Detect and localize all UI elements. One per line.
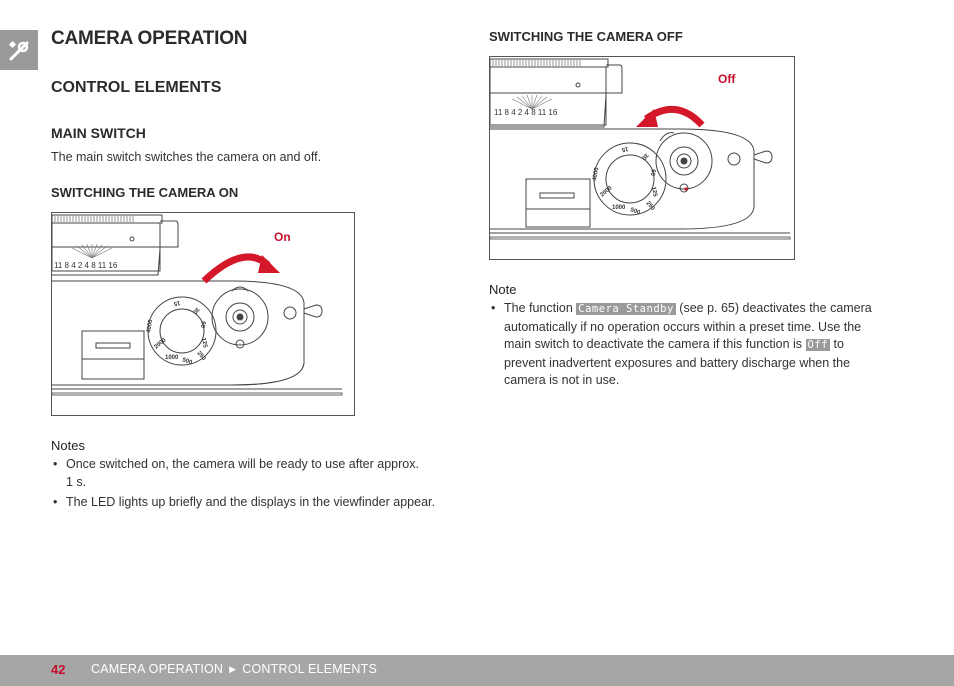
svg-text:15: 15 xyxy=(621,145,629,153)
bullet-icon: • xyxy=(491,301,496,315)
svg-text:125: 125 xyxy=(200,337,208,349)
svg-text:30: 30 xyxy=(640,151,650,161)
svg-text:4000: 4000 xyxy=(592,167,601,182)
switch-off-label: Off xyxy=(718,72,736,86)
svg-text:60: 60 xyxy=(648,168,656,177)
svg-text:2000: 2000 xyxy=(599,185,614,199)
svg-text:30: 30 xyxy=(191,305,201,315)
switch-on-figure xyxy=(51,212,355,416)
tools-icon xyxy=(8,40,30,62)
switch-on-heading: SWITCHING THE CAMERA ON xyxy=(51,185,239,200)
bullet-icon: • xyxy=(53,457,58,471)
bullet-icon: • xyxy=(53,495,58,509)
intro-text: The main switch switches the camera on and off. xyxy=(51,150,322,164)
svg-text:250: 250 xyxy=(644,200,656,212)
menu-term-off: Off xyxy=(807,339,829,351)
notes-title: Notes xyxy=(51,438,85,453)
section-title: CONTROL ELEMENTS xyxy=(51,79,222,96)
focus-scale-label: 11 8 4 2 4 8 11 16 xyxy=(494,108,558,117)
triangle-right-icon: ▶ xyxy=(229,664,237,674)
switch-off-heading: SWITCHING THE CAMERA OFF xyxy=(489,29,683,44)
list-item: • The LED lights up briefly and the displays in the viewfinder appear. xyxy=(51,494,471,512)
svg-text:1000: 1000 xyxy=(612,205,626,211)
switch-off-figure xyxy=(489,56,795,260)
chapter-tab xyxy=(0,30,38,70)
svg-text:1000: 1000 xyxy=(165,355,179,361)
notes-list xyxy=(51,456,471,512)
breadcrumb-item-camera-operation[interactable]: CAMERA OPERATION xyxy=(91,662,224,676)
svg-text:4000: 4000 xyxy=(146,319,155,334)
footer-bar xyxy=(0,655,954,686)
page-number: 42 xyxy=(51,662,66,677)
breadcrumb xyxy=(91,662,377,676)
svg-text:500: 500 xyxy=(629,207,641,217)
note-title: Note xyxy=(489,282,517,297)
svg-text:2000: 2000 xyxy=(153,337,168,351)
list-item: • Once switched on, the camera will be ready to use after approx. 1 s. xyxy=(53,457,419,489)
svg-text:15: 15 xyxy=(173,299,181,307)
menu-term-camera-standby: Camera Standby xyxy=(578,303,674,315)
svg-text:125: 125 xyxy=(650,186,658,198)
switch-on-label: On xyxy=(274,230,291,244)
note-list xyxy=(489,300,899,390)
breadcrumb-item-control-elements[interactable]: CONTROL ELEMENTS xyxy=(242,662,377,676)
list-item: • The function Camera Standby (see p. 65) deactivates the camera automatically if no operation occurs within a preset time. Use the main switch to deactivate the camera if this function is Off to prevent inadvertent exposures and battery discharge when the camera is not in use. xyxy=(491,301,872,387)
subsection-title: MAIN SWITCH xyxy=(51,125,146,141)
svg-text:500: 500 xyxy=(181,357,193,367)
svg-text:250: 250 xyxy=(195,350,207,362)
chapter-title: CAMERA OPERATION xyxy=(51,28,248,49)
focus-scale-label: 11 8 4 2 4 8 11 16 xyxy=(54,261,118,270)
svg-text:60: 60 xyxy=(198,320,206,329)
